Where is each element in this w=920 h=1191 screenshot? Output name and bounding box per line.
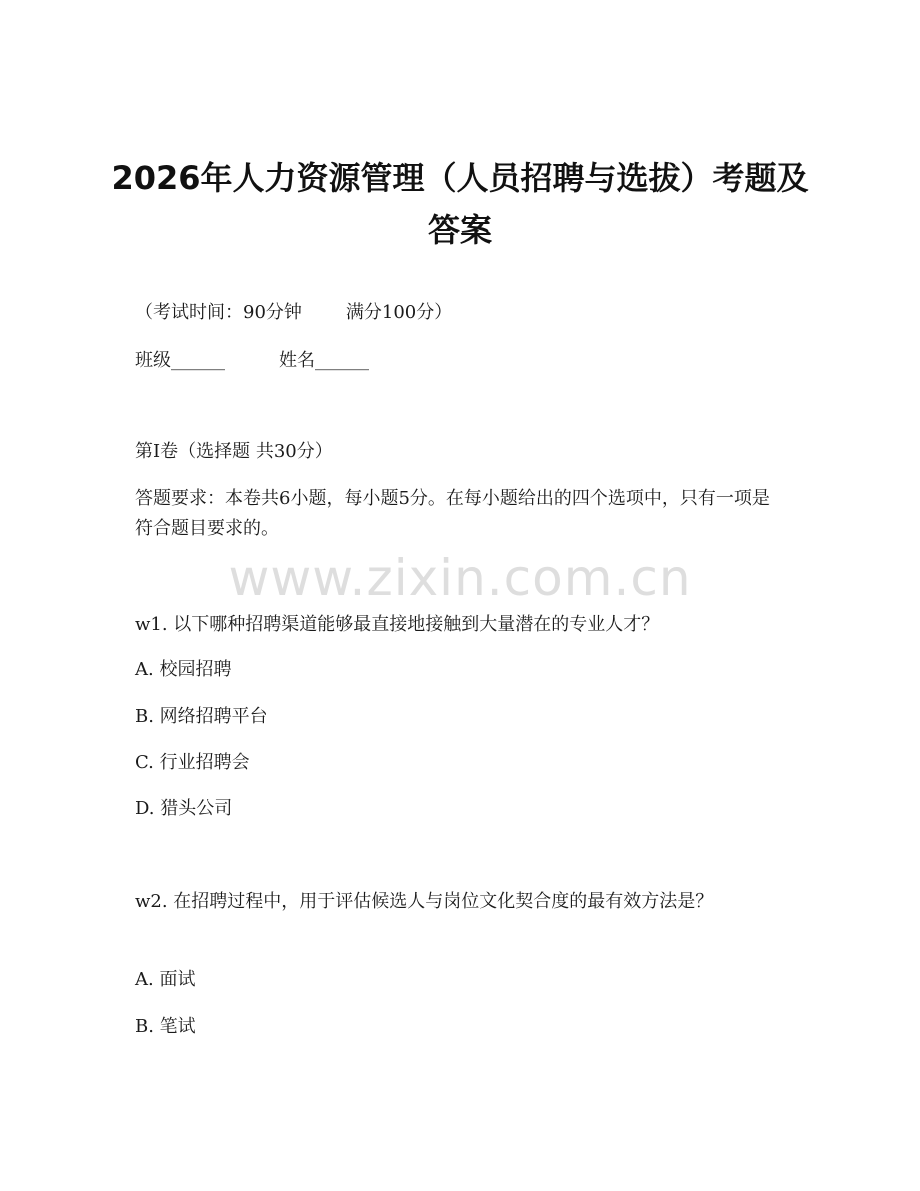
student-info [135,344,369,378]
question-2-option-b: B. 笔试 [135,1016,196,1037]
exam-time: （考试时间：90分钟 [135,302,302,323]
question-1-option-c: C. 行业招聘会 [135,752,250,773]
question-1-option-d: D. 猎头公司 [135,798,233,819]
name-field: 姓名______ [279,350,369,371]
document-title: 2026年人力资源管理（人员招聘与选拔）考题及答案 [111,159,809,249]
class-field: 班级______ [135,350,225,371]
exam-info [135,296,452,330]
exam-full-score: 满分100分） [345,302,453,323]
question-1-stem: w1. 以下哪种招聘渠道能够最直接地接触到大量潜在的专业人才？ [135,614,660,635]
question-2-option-a: A. 面试 [135,969,196,990]
question-1-option-b: B. 网络招聘平台 [135,706,268,727]
watermark: www.zixin.com.cn [228,549,692,607]
question-1-option-a: A. 校园招聘 [135,659,232,680]
question-2-stem: w2. 在招聘过程中，用于评估候选人与岗位文化契合度的最有效方法是？ [135,891,714,912]
section-title: 第I卷（选择题 共30分） [135,441,333,462]
instructions: 答题要求：本卷共6小题，每小题5分。在每小题给出的四个选项中，只有一项是符合题目要求的。 [135,488,770,539]
